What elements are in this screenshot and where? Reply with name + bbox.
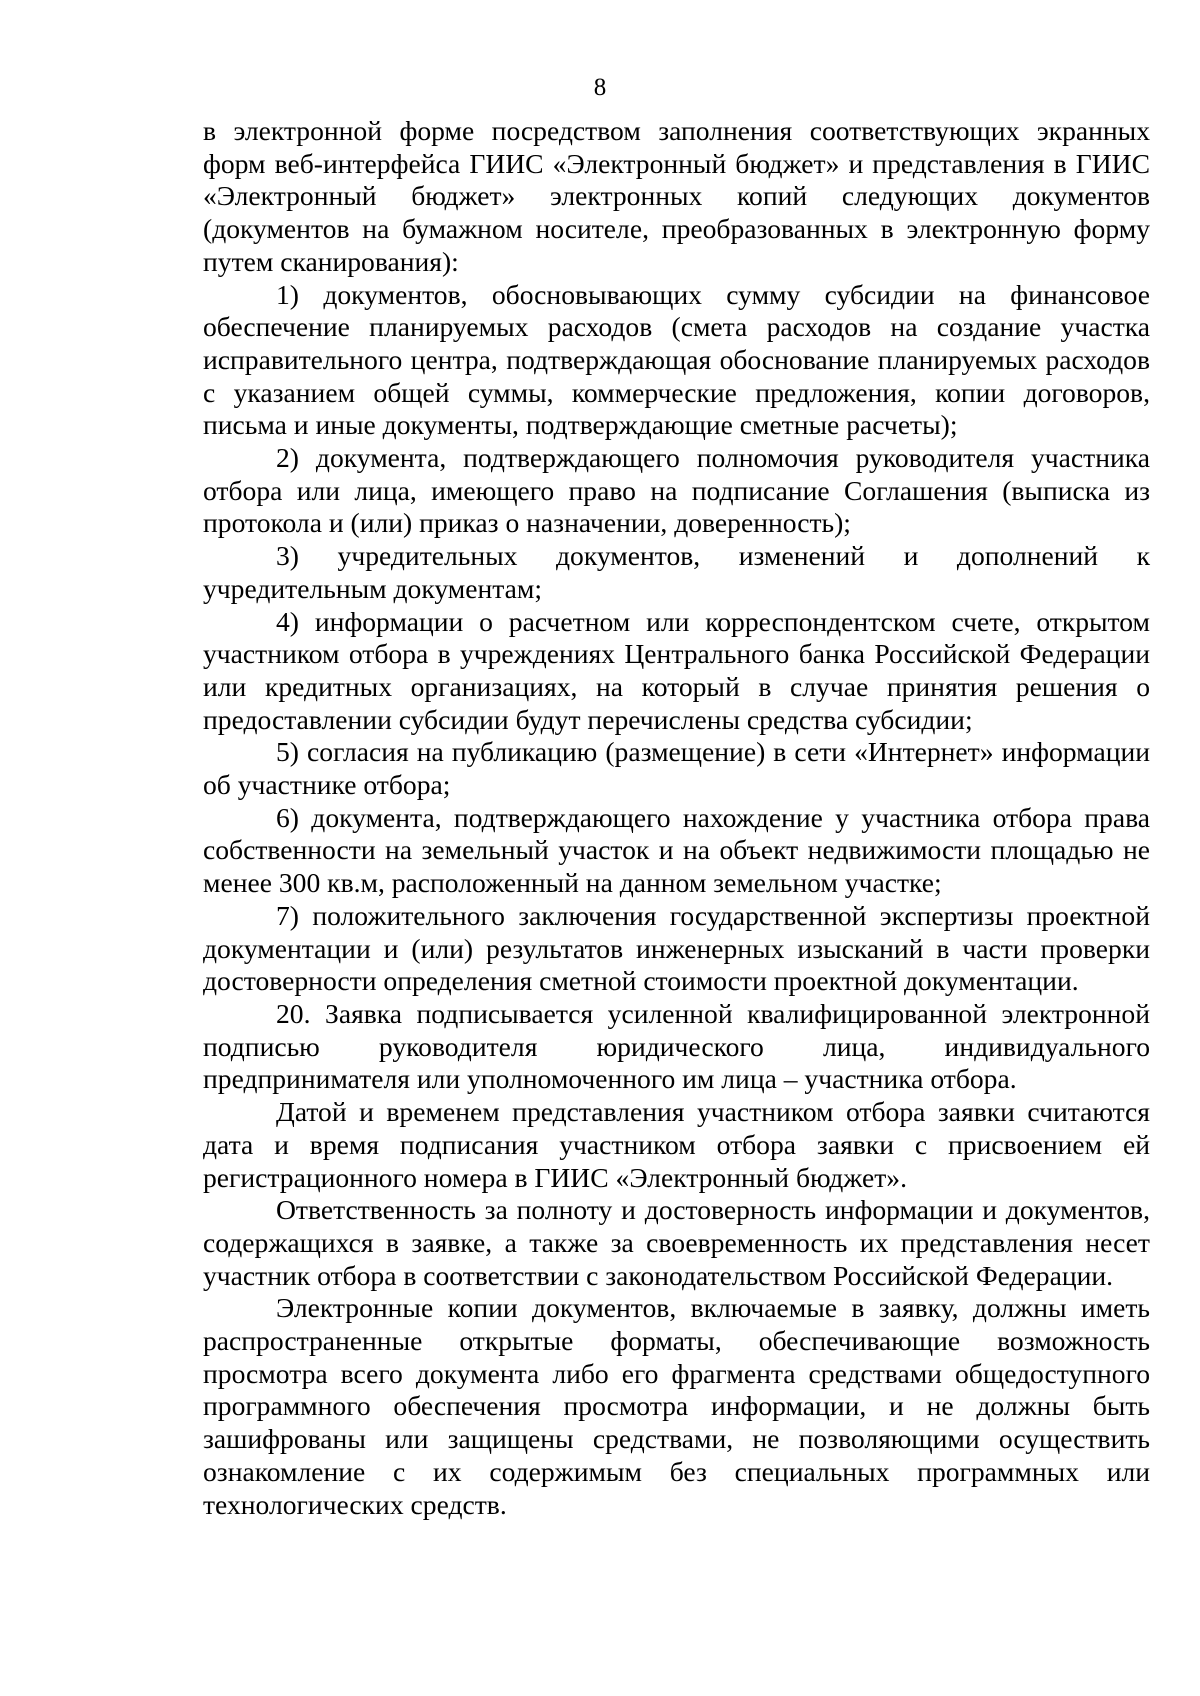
- paragraph-item-5: 5) согласия на публикацию (размещение) в сети «Интернет» информации об участнике отбора;: [203, 736, 1150, 801]
- paragraph-item-6: 6) документа, подтверждающего нахождение у участника отбора права собственности на земельный участок и на объект недвижимости площадью не менее 300 кв.м, расположенный на данном земельном участке;: [203, 801, 1150, 899]
- paragraph-item-1: 1) документов, обосновывающих сумму субсидии на финансовое обеспечение планируемых расходов (смета расходов на создание участка исправительного центра, подтверждающая обоснование планируемых расходов с указанием общей суммы, коммерческие предложения, копии договоров, письма и иные документы, подтверждающие сметные расчеты);: [203, 278, 1150, 441]
- paragraph-submission-date: Датой и временем представления участником отбора заявки считаются дата и время подписания участником отбора заявки с присвоением ей регистрационного номера в ГИИС «Электронный бюджет».: [203, 1096, 1150, 1193]
- paragraph-item-3: 3) учредительных документов, изменений и дополнений к учредительным документам;: [203, 540, 1150, 604]
- document-body: [203, 115, 1150, 1521]
- paragraph-item-2: 2) документа, подтверждающего полномочия руководителя участника отбора или лица, имеющего право на подписание Соглашения (выписка из протокола и (или) приказ о назначении, доверенность);: [203, 442, 1150, 539]
- paragraph-responsibility: Ответственность за полноту и достоверность информации и документов, содержащихся в заявке, а также за своевременность их представления несет участник отбора в соответствии с законодательством Российской Федерации.: [203, 1194, 1150, 1291]
- page-number: 8: [593, 74, 607, 101]
- paragraph-item-7: 7) положительного заключения государственной экспертизы проектной документации и (или) результатов инженерных изысканий в части проверки достоверности определения сметной стоимости проектной документации.: [203, 899, 1150, 997]
- paragraph-intro: в электронной форме посредством заполнения соответствующих экранных форм веб-интерфейса ГИИС «Электронный бюджет» и представления в ГИИС «Электронный бюджет» электронных копий следующих документов (документов на бумажном носителе, преобразованных в электронную форму путем сканирования):: [203, 115, 1150, 277]
- paragraph-clause-20: 20. Заявка подписывается усиленной квалифицированной электронной подписью руководителя юридического лица, индивидуального предпринимателя или уполномоченного им лица – участника отбора.: [203, 997, 1150, 1095]
- paragraph-electronic-copies: Электронные копии документов, включаемые в заявку, должны иметь распространенные открытые форматы, обеспечивающие возможность просмотра всего документа либо его фрагмента средствами общедоступного программного обеспечения просмотра информации, и не должны быть зашифрованы или защищены средствами, не позволяющими осуществить ознакомление с их содержимым без специальных программных или технологических средств.: [203, 1292, 1150, 1520]
- paragraph-item-4: 4) информации о расчетном или корреспондентском счете, открытом участником отбора в учреждениях Центрального банка Российской Федерации или кредитных организациях, на который в случае принятия решения о предоставлении субсидии будут перечислены средства субсидии;: [203, 605, 1150, 735]
